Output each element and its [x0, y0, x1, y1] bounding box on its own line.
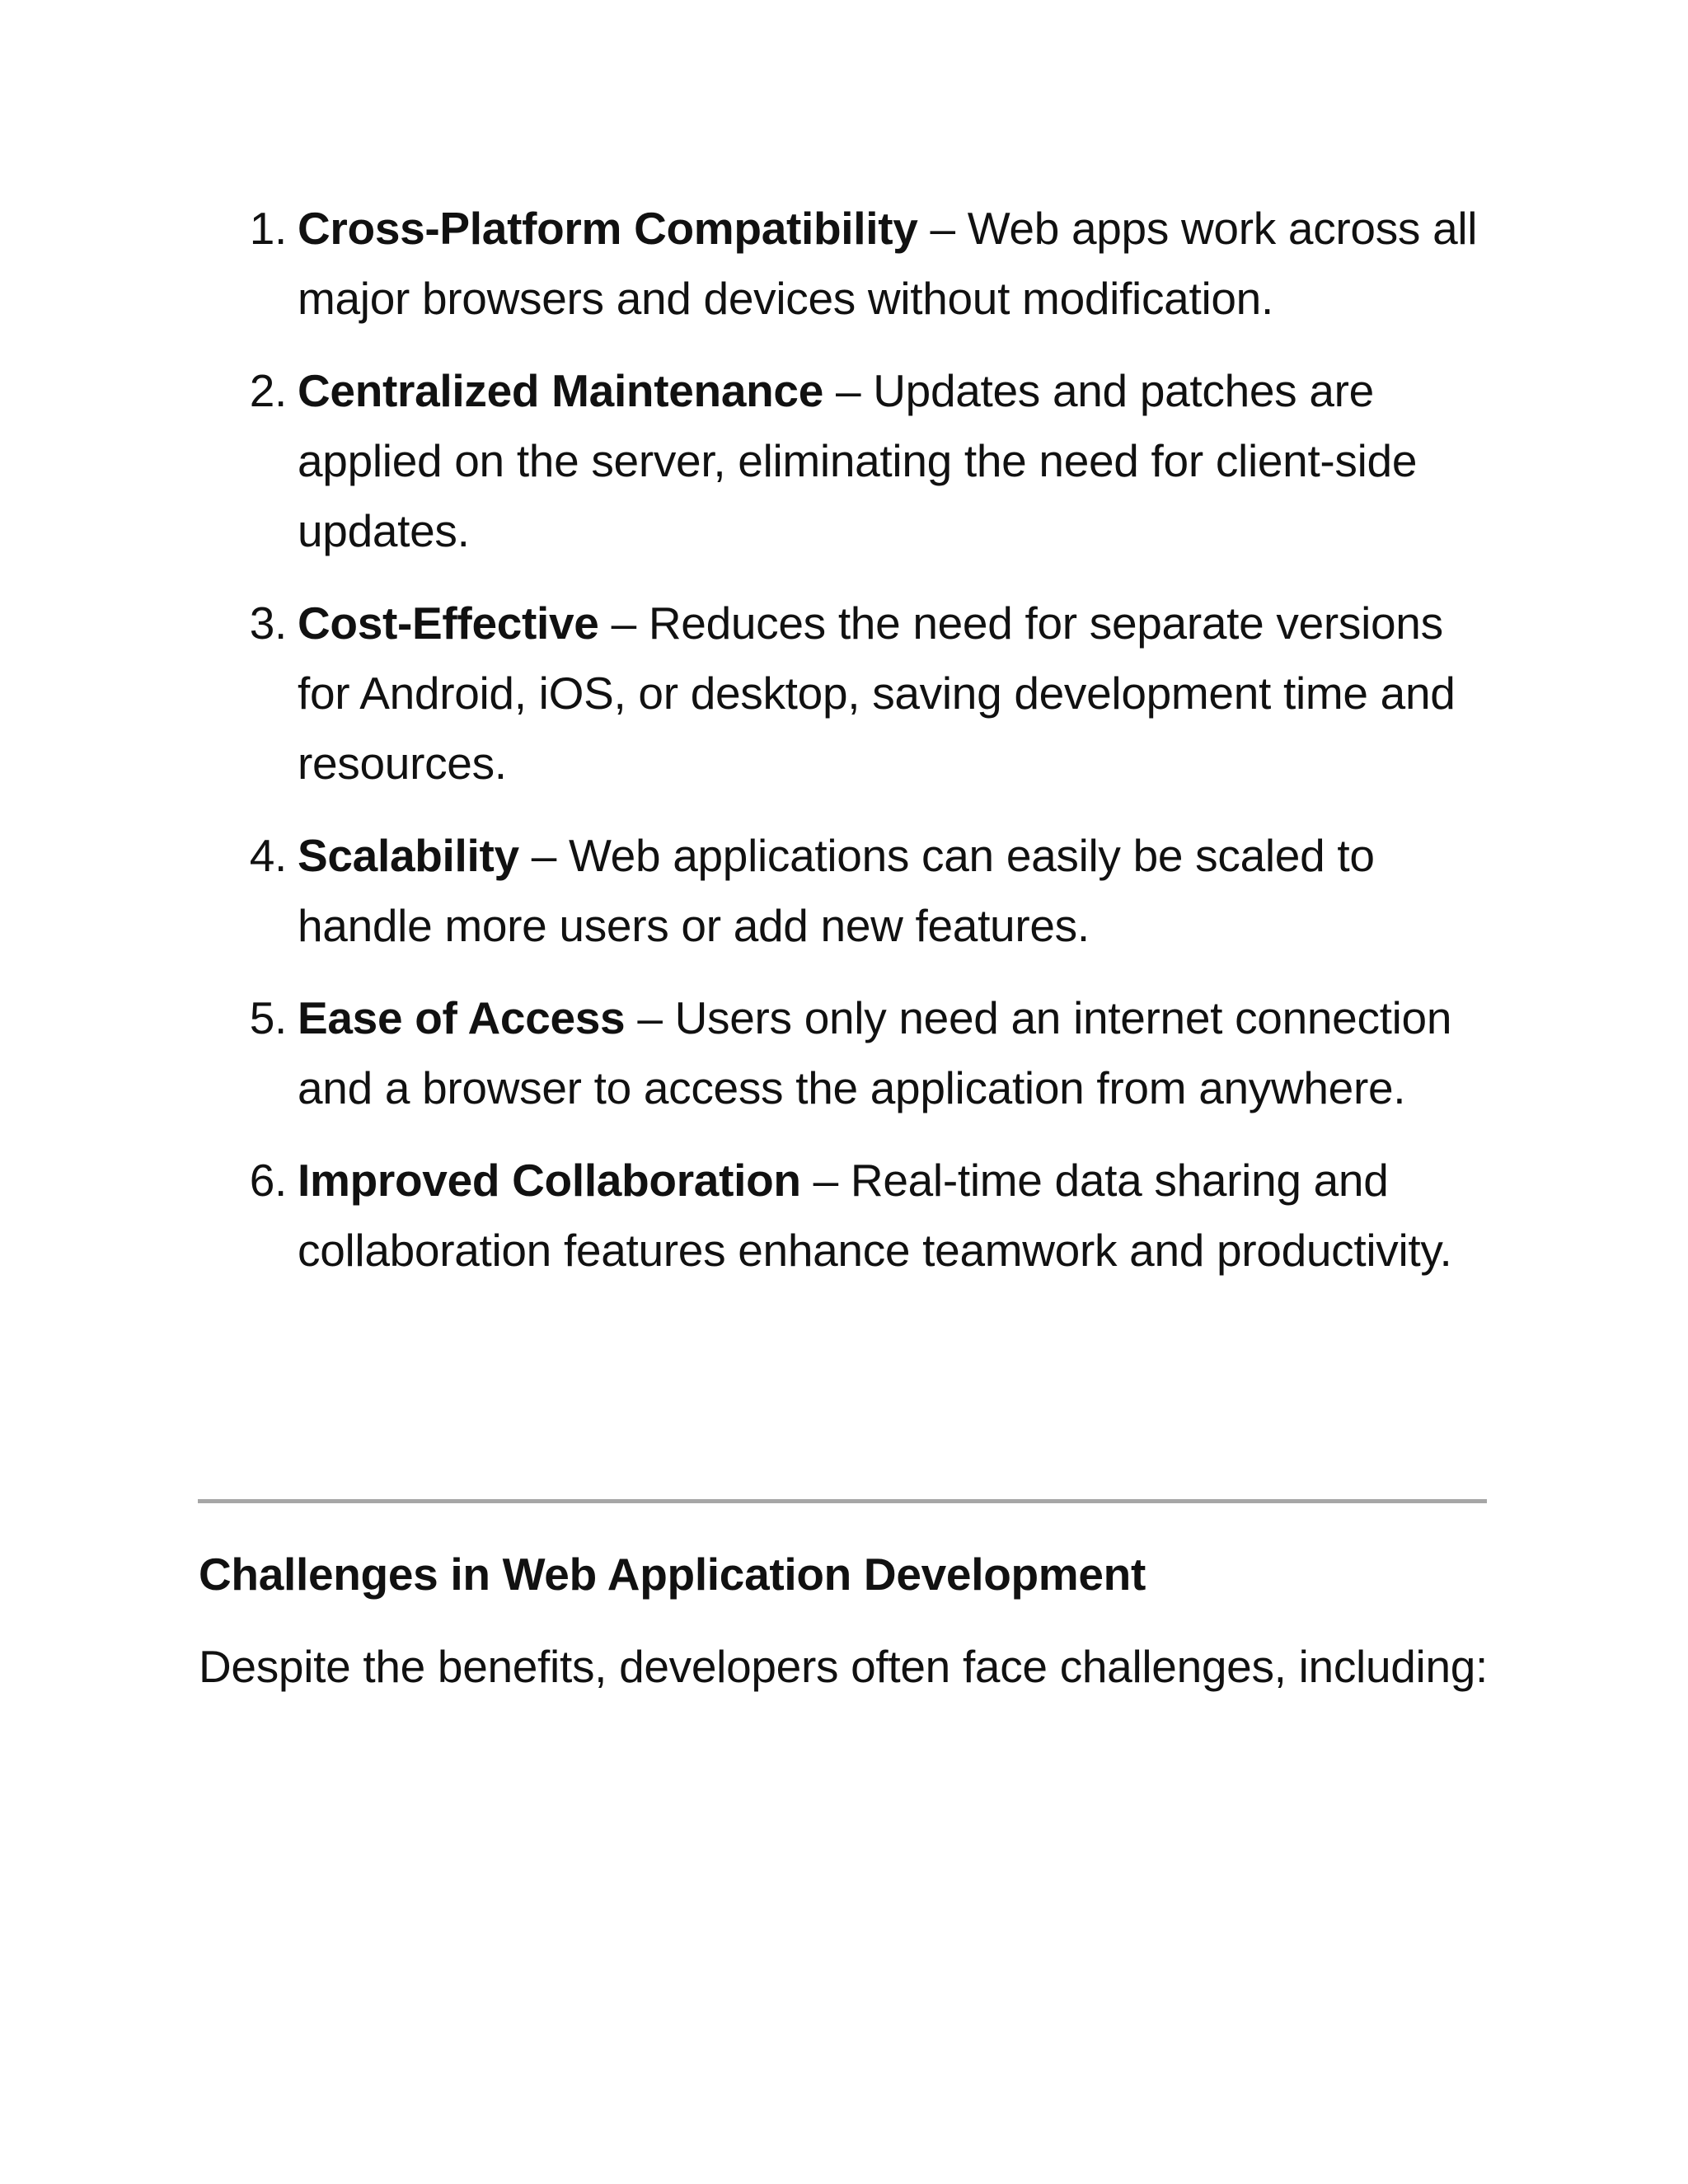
list-item-title: Improved Collaboration	[298, 1155, 801, 1206]
list-item-number: 6.	[249, 1155, 287, 1206]
list-item-title: Ease of Access	[298, 992, 626, 1043]
list-item-description: – Real-time data sharing and collaboration features enhance teamwork and productivity.	[298, 1155, 1452, 1276]
list-item-number: 5.	[249, 992, 287, 1043]
challenges-heading: Challenges in Web Application Development	[199, 1549, 1146, 1600]
list-item-description: – Updates and patches are applied on the server, eliminating the need for client-side updates.	[298, 365, 1418, 556]
challenges-intro-paragraph: Despite the benefits, developers often face challenges, including:	[199, 1641, 1489, 1692]
benefits-list	[0, 194, 1688, 1286]
list-item-description: – Web apps work across all major browsers and devices without modification.	[298, 203, 1478, 324]
list-item	[0, 356, 1493, 566]
list-item-title: Cost-Effective	[298, 598, 599, 649]
list-item	[0, 194, 1493, 334]
list-item-description: – Reduces the need for separate versions for Android, iOS, or desktop, saving development time and resources.	[298, 598, 1456, 789]
list-item-number: 1.	[249, 203, 287, 254]
list-item	[0, 821, 1493, 961]
horizontal-divider	[198, 1499, 1487, 1503]
list-item-title: Scalability	[298, 830, 519, 881]
list-item	[0, 588, 1493, 799]
list-item	[0, 1146, 1493, 1286]
list-item-number: 2.	[249, 365, 287, 416]
list-item	[0, 983, 1493, 1123]
list-item-number: 3.	[249, 598, 287, 649]
list-item-description: – Web applications can easily be scaled to handle more users or add new features.	[298, 830, 1375, 951]
list-item-description: – Users only need an internet connection and a browser to access the application from anywhere.	[298, 992, 1452, 1113]
list-item-title: Cross-Platform Compatibility	[298, 203, 918, 254]
list-item-number: 4.	[249, 830, 287, 881]
list-item-title: Centralized Maintenance	[298, 365, 823, 416]
